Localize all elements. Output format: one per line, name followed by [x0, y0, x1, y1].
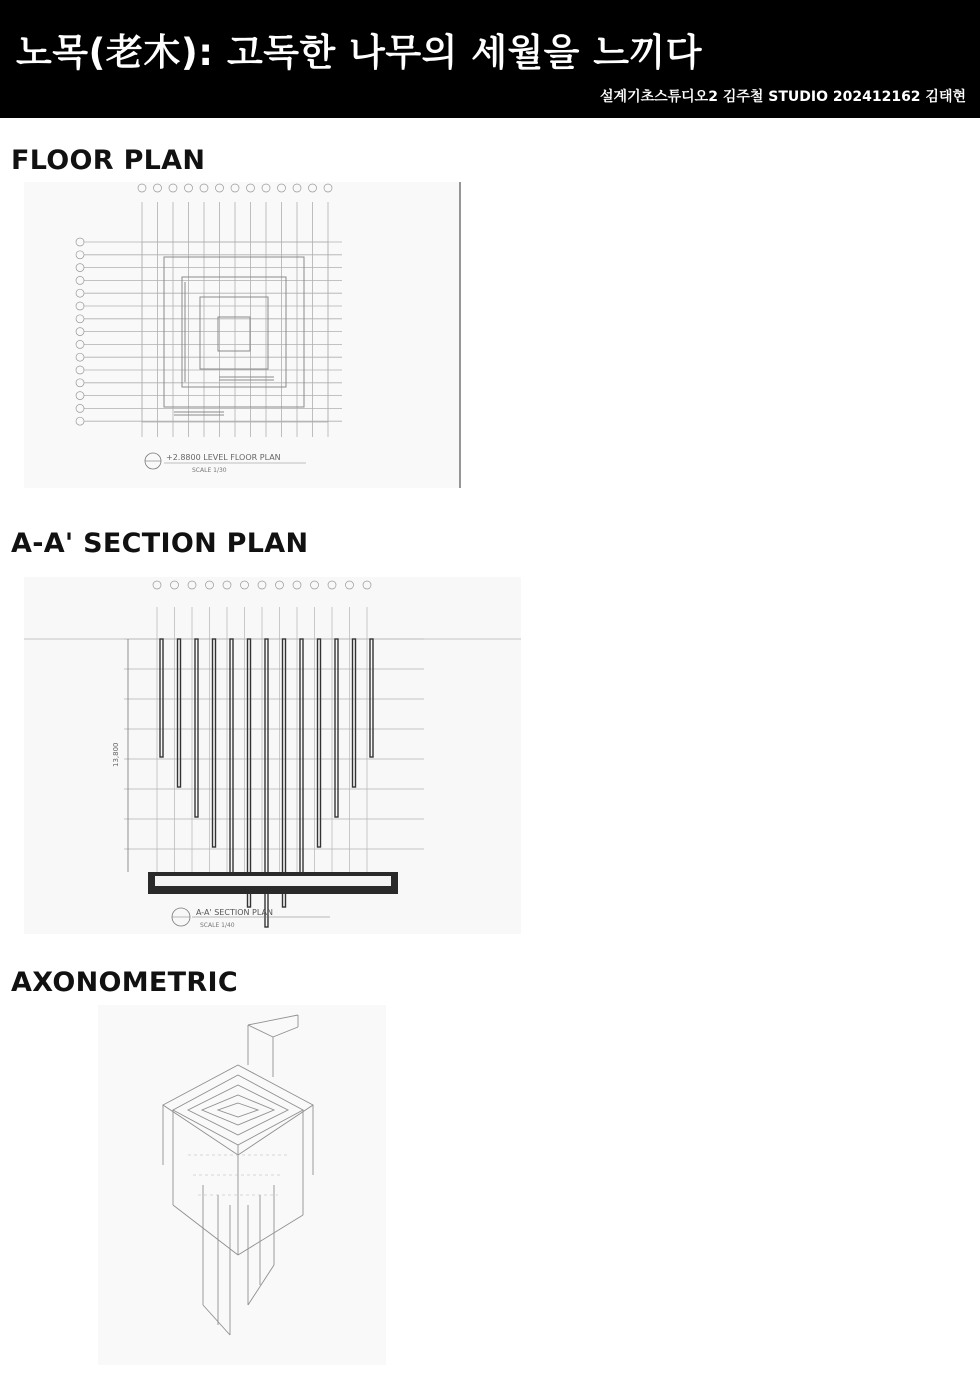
page-subtitle: 설계기초스튜디오2 김주철 STUDIO 202412162 김태현 — [600, 89, 966, 105]
axonometric-heading: AXONOMETRIC — [11, 967, 238, 998]
section-plan-heading: A-A' SECTION PLAN — [11, 528, 309, 559]
floor-plan-caption: +2.8800 LEVEL FLOOR PLAN — [166, 453, 281, 462]
floor-plan-svg — [24, 182, 461, 488]
axonometric-drawing — [98, 1005, 386, 1365]
section-plan-drawing — [24, 577, 521, 934]
section-height-label: 13,800 — [112, 742, 120, 767]
page-title: 노목(老木): 고독한 나무의 세월을 느끼다 — [16, 31, 703, 74]
floor-plan-heading: FLOOR PLAN — [11, 145, 206, 176]
section-plan-caption: A-A' SECTION PLAN — [196, 908, 273, 917]
floor-plan-scale: SCALE 1/30 — [192, 467, 227, 474]
axonometric-svg — [98, 1005, 386, 1365]
section-plan-scale: SCALE 1/40 — [200, 922, 235, 929]
floor-plan-drawing — [24, 182, 461, 488]
page-header — [0, 0, 980, 118]
section-plan-svg — [24, 577, 521, 934]
